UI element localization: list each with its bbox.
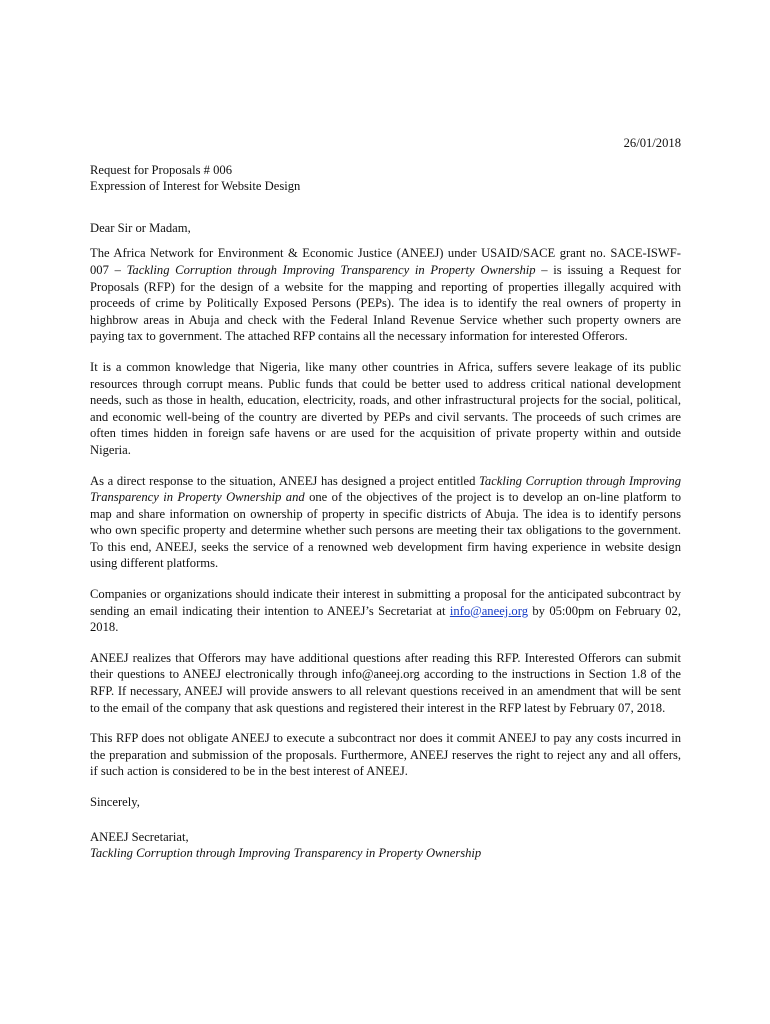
paragraph-response-part-c: one of the objectives of the project is to develop an on-line platform to map and share information on ownership of property in specific districts of Abuja. The idea is to identify persons who own specific property and determine whether such persons are meeting their tax obligations to the government. To this end, ANEEJ, seeks the service of a renowned web development firm having experience in website design using different platforms. bbox=[90, 490, 682, 571]
paragraph-intro-part-c: – is issuing a Request for Proposals (RFP) for the design of a website for the mapping and reporting of properties illegally acquired with proceeds of crime by Politically Exposed Persons (PEPs). The idea is to identify the real owners of property in highbrow areas in Abuja and check with the Federal Inland Revenue Service whether such property owners are paying tax to government. The attached RFP contains all the necessary information for interested Offerors. bbox=[90, 262, 681, 344]
signature-project: Tackling Corruption through Improving Transparency in Property Ownership bbox=[90, 846, 482, 861]
paragraph-response bbox=[90, 473, 681, 573]
email-link[interactable]: info@aneej.org bbox=[449, 603, 528, 618]
paragraph-disclaimer: This RFP does not obligate ANEEJ to execute a subcontract nor does it commit ANEEJ to pay any costs incurred in the preparation and submission of the proposals. Furthermore, ANEEJ reserves the right to reject any and all offers, if such action is considered to be in the best interest of ANEEJ. bbox=[90, 731, 681, 779]
project-title-italic-2: Tackling Corruption through Improving Transparency in Property Ownership and bbox=[90, 473, 681, 505]
paragraph-response-part-a: As a direct response to the situation, ANEEJ has designed a project entitled bbox=[90, 473, 480, 488]
salutation: Dear Sir or Madam, bbox=[90, 220, 191, 235]
closing: Sincerely, bbox=[90, 795, 140, 809]
paragraph-context: It is a common knowledge that Nigeria, like many other countries in Africa, suffers severe leakage of its public resources through corrupt means. Public funds that could be better used to address critical national development needs, such as those in health, education, electricity, roads, and other infrastructural projects for the social, political, and economic well-being of the country are diverted by PEPs and civil servants. The proceeds of such crimes are often times hidden in foreign safe havens or are used for the acquisition of private property within and outside Nigeria. bbox=[90, 359, 681, 457]
project-title-italic: Tackling Corruption through Improving Transparency in Property Ownership bbox=[126, 262, 536, 277]
paragraph-intro bbox=[90, 245, 681, 345]
subject-block bbox=[90, 162, 681, 195]
signature-block bbox=[90, 829, 681, 862]
paragraph-submission bbox=[90, 586, 681, 636]
paragraph-submission-part-a: Companies or organizations should indicate their interest in submitting a proposal for the anticipated subcontract by sending an email indicating their intention to ANEEJ’s Secretariat at bbox=[90, 587, 681, 618]
letter-date: 26/01/2018 bbox=[623, 136, 681, 150]
letter-body bbox=[90, 135, 681, 862]
subject-line-rfp-number: Request for Proposals # 006 bbox=[90, 162, 233, 177]
paragraph-intro-part-a: The Africa Network for Environment & Economic Justice (ANEEJ) under USAID/SACE grant no. SACE-ISWF-007 – bbox=[90, 246, 681, 277]
paragraph-submission-part-c: by 05:00pm on February 02, 2018. bbox=[90, 603, 682, 635]
subject-line-title: Expression of Interest for Website Design bbox=[90, 179, 301, 194]
paragraph-questions: ANEEJ realizes that Offerors may have additional questions after reading this RFP. Interested Offerors can submit their questions to ANEEJ electronically through info@aneej.org according to the instructions in Section 1.8 of the RFP. If necessary, ANEEJ will provide answers to all relevant questions received in an amendment that will be sent to the email of the company that ask questions and registered their interest in the RFP latest by February 07, 2018. bbox=[90, 650, 681, 715]
signature-name: ANEEJ Secretariat, bbox=[90, 829, 189, 844]
